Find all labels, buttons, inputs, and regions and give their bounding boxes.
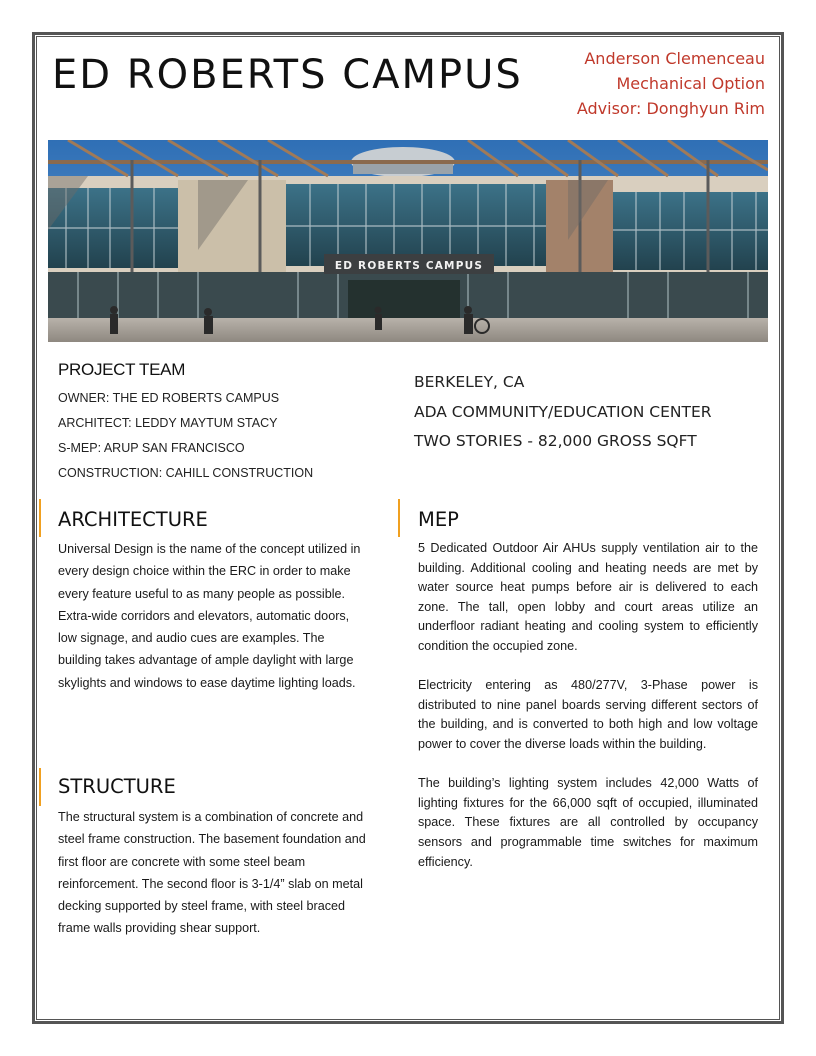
architecture-body <box>58 538 370 694</box>
project-size: TWO STORIES - 82,000 GROSS SQFT <box>414 432 697 450</box>
mep-paragraph-hvac: 5 Dedicated Outdoor Air AHUs supply ventilation air to the building. Additional cooling and heating needs are met by water source heat pumps before air is delivered to each zone. The tall, open lobby and court areas utilize an underfloor radiant heating and cooling system to efficiently condition the occupied zone. <box>418 541 758 653</box>
building-photo <box>48 140 768 342</box>
mep-paragraph-lighting: The building’s lighting system includes 42,000 Watts of lighting fixtures for the 66,000 sqft of occupied, illuminated space. These fixtures are all controlled by occupancy sensors and programmable time switches for maximum efficiency. <box>418 776 758 869</box>
project-location: BERKELEY, CA <box>414 373 525 391</box>
team-member: ARCHITECT: LEDDY MAYTUM STACY <box>58 416 278 430</box>
architecture-heading-accent <box>39 499 41 537</box>
structure-text: The structural system is a combination of concrete and steel frame construction. The basement foundation and first floor are concrete with some steel beam reinforcement. The second floor is 3-1/4” slab on metal decking supported by steel frame, with steel braced frame walls providing shear support. <box>58 810 366 936</box>
team-member: S-MEP: ARUP SAN FRANCISCO <box>58 441 245 455</box>
building-sign: ED ROBERTS CAMPUS <box>334 260 484 272</box>
team-member: CONSTRUCTION: CAHILL CONSTRUCTION <box>58 466 314 480</box>
author-name: Anderson Clemenceau <box>584 49 765 68</box>
author-block <box>577 46 765 121</box>
structure-heading-accent <box>39 768 41 806</box>
structure-body <box>58 806 370 940</box>
author-option: Mechanical Option <box>616 74 765 93</box>
project-type: ADA COMMUNITY/EDUCATION CENTER <box>414 402 712 421</box>
mep-heading: MEP <box>418 508 459 531</box>
mep-paragraph-electrical: Electricity entering as 480/277V, 3-Phase power is distributed to nine panel boards serving different sectors of the building, and is converted to both high and low voltage power to cover the diverse loads within the building. <box>418 678 758 751</box>
team-member: OWNER: THE ED ROBERTS CAMPUS <box>58 391 280 405</box>
architecture-text: Universal Design is the name of the concept utilized in every design choice within the ERC in order to make every feature useful to as many people as possible. Extra-wide corridors and elevators, automatic doors, low signage, and audio cues are examples. The building takes advantage of ample daylight with large skylights and windows to ease daytime lighting loads. <box>58 542 361 690</box>
project-summary <box>414 368 712 457</box>
project-team-list <box>58 386 313 486</box>
project-team-heading: PROJECT TEAM <box>58 360 186 379</box>
structure-heading: STRUCTURE <box>58 775 176 798</box>
author-advisor: Advisor: Donghyun Rim <box>576 99 765 118</box>
mep-body <box>418 539 758 892</box>
page-title: ED ROBERTS CAMPUS <box>52 52 523 98</box>
mep-heading-accent <box>398 499 400 537</box>
architecture-heading: ARCHITECTURE <box>58 508 208 531</box>
